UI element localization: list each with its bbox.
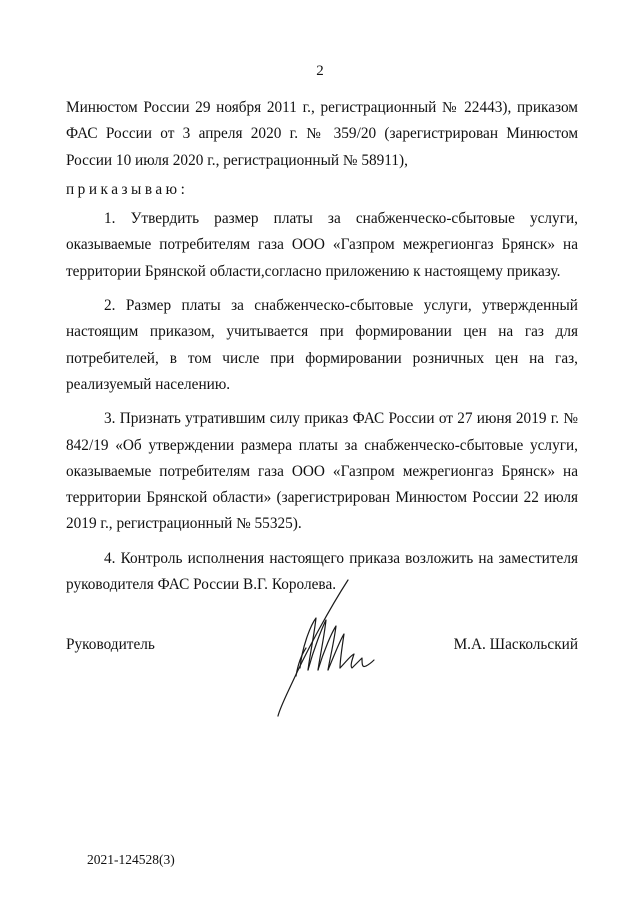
document-body (66, 95, 578, 598)
paragraph-item-2: 2. Размер платы за снабженческо-сбытовые услуги, утвержденный настоящим приказом, учитывается при формировании цен на газ для потребителей, в том числе при формировании розничных цен на газ, реализуемый населению. (66, 297, 578, 393)
order-keyword: приказываю: (66, 180, 189, 198)
signatory-title: Руководитель (66, 636, 155, 653)
paragraph-preamble-continuation: Минюстом России 29 ноября 2011 г., регистрационный № 22443), приказом ФАС России от 3 апреля 2020 г. № 359/20 (зарегистрирован Минюстом России 10 июля 2020 г., регистрационный № 58911), (66, 99, 578, 169)
handwritten-signature (270, 578, 380, 718)
paragraph-item-3: 3. Признать утратившим силу приказ ФАС России от 27 июня 2019 г. № 842/19 «Об утверждении размера платы за снабженческо-сбытовые услуги, оказываемые потребителям газа ООО «Газпром межрегионгаз Брянск» на территории Брянской области» (зарегистрирован Минюстом России 22 июля 2019 г., регистрационный № 55325). (66, 410, 578, 533)
paragraph-item-1: 1. Утвердить размер платы за снабженческо-сбытовые услуги, оказываемые потребителям газа ООО «Газпром межрегионгаз Брянск» на территории Брянской области,согласно приложению к настоящему приказу. (66, 210, 578, 280)
signatory-name: М.А. Шаскольский (453, 636, 578, 653)
page-number: 2 (316, 63, 324, 79)
paragraph-item-4: 4. Контроль исполнения настоящего приказа возложить на заместителя руководителя ФАС России В.Г. Королева. (66, 549, 578, 594)
document-id: 2021-124528(3) (87, 852, 175, 867)
